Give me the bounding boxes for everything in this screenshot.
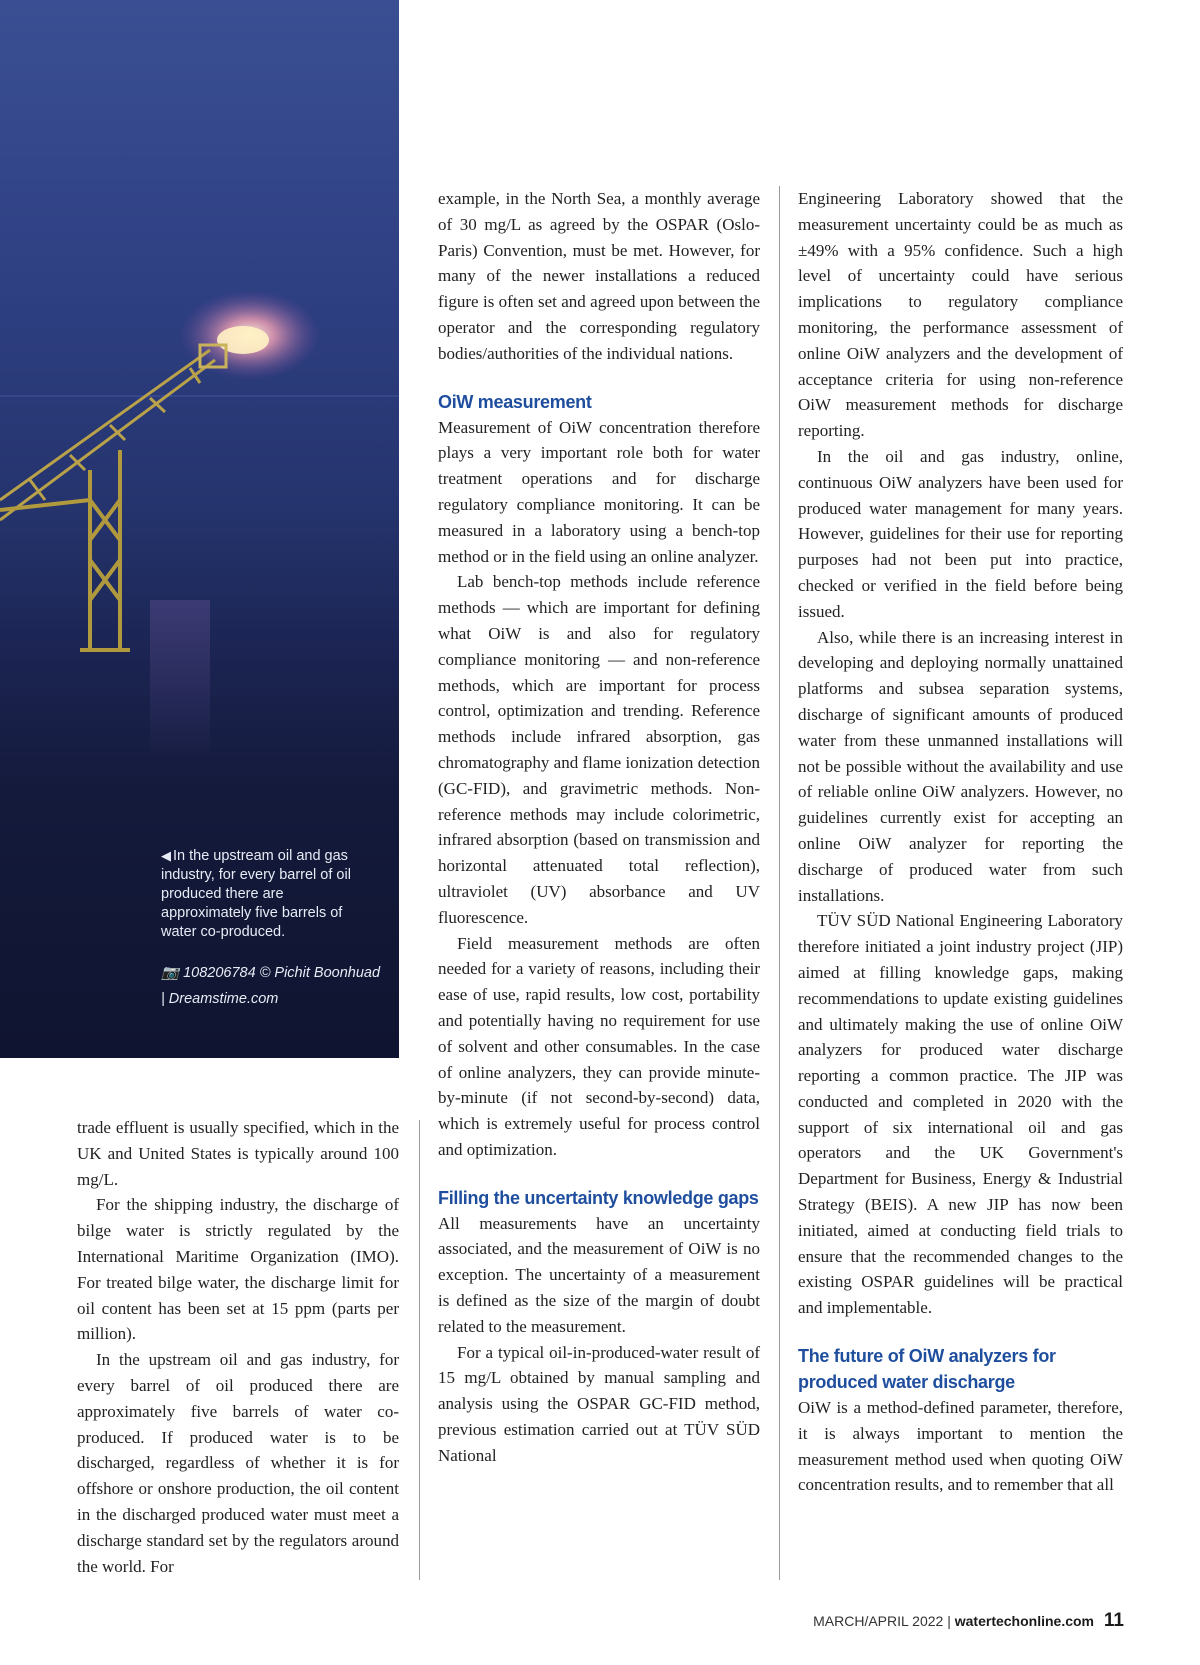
footer-separator: | bbox=[947, 1613, 951, 1629]
col2-paragraph-4: Field measurement methods are often needed for a variety of reasons, including their ease of use, rapid results, low cost, portability and potentially having no requirement for use of solvent and other consumables. In the case of online analyzers, they can provide minute-by-minute (if not second-by-second) data, which is extremely useful for process control and optimization. bbox=[438, 933, 760, 1159]
article-column-3 bbox=[798, 186, 1123, 1498]
col3-paragraph-1: Engineering Laboratory showed that the measurement uncertainty could be as much as ±49% with a 95% confidence. Such a high level of uncertainty could have serious implications to regulatory compliance monitoring, the performance assessment of online OiW analyzers and the development of acceptance criteria for using non-reference OiW measurement methods for discharge reporting. bbox=[798, 189, 1123, 441]
flare-boom-truss bbox=[0, 345, 226, 520]
photo-credit bbox=[161, 960, 381, 1012]
col3-paragraph-4: TÜV SÜD National Engineering Laboratory therefore initiated a joint industry project (JIP) aimed at filling knowledge gaps, making recommendations to update existing guidelines and ultimately making the use of online OiW analyzers for produced water discharge reporting a common practice. The JIP was conducted and completed in 2020 with the support of six international oil and gas operators and the UK Government's Department for Business, Energy & Industrial Strategy (BEIS). A new JIP has now been initiated, aimed at conducting field trials to ensure that the recommended changes to the existing OSPAR guidelines will be practical and implementable. bbox=[798, 911, 1123, 1318]
col3-paragraph-2: In the oil and gas industry, online, continuous OiW analyzers have been used for produced water management for many years. However, guidelines for their use for reporting purposes had not been put into practice, checked or verified in the field before being issued. bbox=[798, 446, 1123, 621]
col3-paragraph-3: Also, while there is an increasing interest in developing and deploying normally unattained platforms and subsea separation systems, discharge of significant amounts of produced water from these unmanned installations will not be possible without the availability and use of reliable online OiW analyzers. However, no guidelines currently exist for accepting an online OiW analyzer for reporting the discharge of produced water from such installations. bbox=[798, 627, 1123, 905]
col1-paragraph-1: trade effluent is usually specified, which in the UK and United States is typically around 100 mg/L. bbox=[77, 1118, 399, 1189]
col3-paragraph-5: OiW is a method-defined parameter, therefore, it is always important to mention the measurement method used when quoting OiW concentration results, and to remember that all bbox=[798, 1398, 1123, 1495]
column-divider-2 bbox=[779, 186, 780, 1580]
website-link[interactable]: watertechonline.com bbox=[954, 1613, 1095, 1629]
caption-text: In the upstream oil and gas industry, for every barrel of oil produced there are approximately five barrels of water co-produced. bbox=[161, 848, 351, 940]
horizon-line bbox=[0, 395, 399, 397]
col2-paragraph-6: For a typical oil-in-produced-water result of 15 mg/L obtained by manual sampling and analysis using the OSPAR GC-FID method, previous estimation carried out at TÜV SÜD National bbox=[438, 1342, 760, 1465]
section-heading-future-analyzers: The future of OiW analyzers for produced water discharge bbox=[798, 1346, 1056, 1393]
left-triangle-icon: ◀ bbox=[161, 848, 171, 863]
flare-reflection bbox=[150, 600, 210, 760]
section-heading-oiw-measurement: OiW measurement bbox=[438, 391, 592, 412]
page-number: 11 bbox=[1103, 1610, 1124, 1631]
section-heading-uncertainty: Filling the uncertainty knowledge gaps bbox=[438, 1187, 759, 1208]
col2-paragraph-1: example, in the North Sea, a monthly average of 30 mg/L as agreed by the OSPAR (Oslo-Paris) Convention, must be met. However, for many of the newer installations a reduced figure is often set and agreed upon between the operator and the corresponding regulatory bodies/authorities of the individual nations. bbox=[438, 189, 760, 363]
article-column-1 bbox=[77, 1115, 399, 1579]
col2-paragraph-5: All measurements have an uncertainty associated, and the measurement of OiW is no exception. The uncertainty of a measurement is defined as the size of the margin of doubt related to the measurement. bbox=[438, 1213, 760, 1336]
col1-paragraph-3: In the upstream oil and gas industry, for every barrel of oil produced there are approximately five barrels of water co-produced. If produced water is to be discharged, regardless of whether it is for offshore or onshore production, the oil content in the discharged produced water must meet a discharge standard set by the regulators around the world. For bbox=[77, 1350, 399, 1576]
page-footer bbox=[813, 1610, 1124, 1632]
photo-caption bbox=[161, 846, 351, 942]
boom-support-tower bbox=[0, 450, 130, 650]
col1-paragraph-2: For the shipping industry, the discharge of bilge water is strictly regulated by the International Maritime Organization (IMO). For treated bilge water, the discharge limit for oil content has been set at 15 ppm (parts per million). bbox=[77, 1195, 399, 1344]
camera-icon: 📷 bbox=[161, 965, 184, 981]
col2-paragraph-2: Measurement of OiW concentration therefore plays a very important role both for water treatment operations and for discharge regulatory compliance monitoring. It can be measured in a laboratory using a bench-top method or in the field using an online analyzer. bbox=[438, 417, 760, 566]
article-column-2 bbox=[438, 186, 760, 1469]
column-divider-1 bbox=[419, 1120, 420, 1580]
credit-text: 108206784 © Pichit Boonhuad | Dreamstime.com bbox=[161, 965, 381, 1007]
col2-paragraph-3: Lab bench-top methods include reference methods — which are important for defining what OiW is and also for regulatory compliance monitoring — and non-reference methods, which are important for process control, optimization and trending. Reference methods include infrared absorption, gas chromatography and flame ionization detection (GC-FID), and gravimetric methods. Non-reference methods may include colorimetric, infrared absorption (based on transmission and horizontal attenuated total reflection), ultraviolet (UV) absorbance and UV fluorescence. bbox=[438, 572, 760, 927]
issue-date: MARCH/APRIL 2022 bbox=[813, 1613, 944, 1629]
offshore-platform-photo bbox=[0, 0, 399, 1058]
